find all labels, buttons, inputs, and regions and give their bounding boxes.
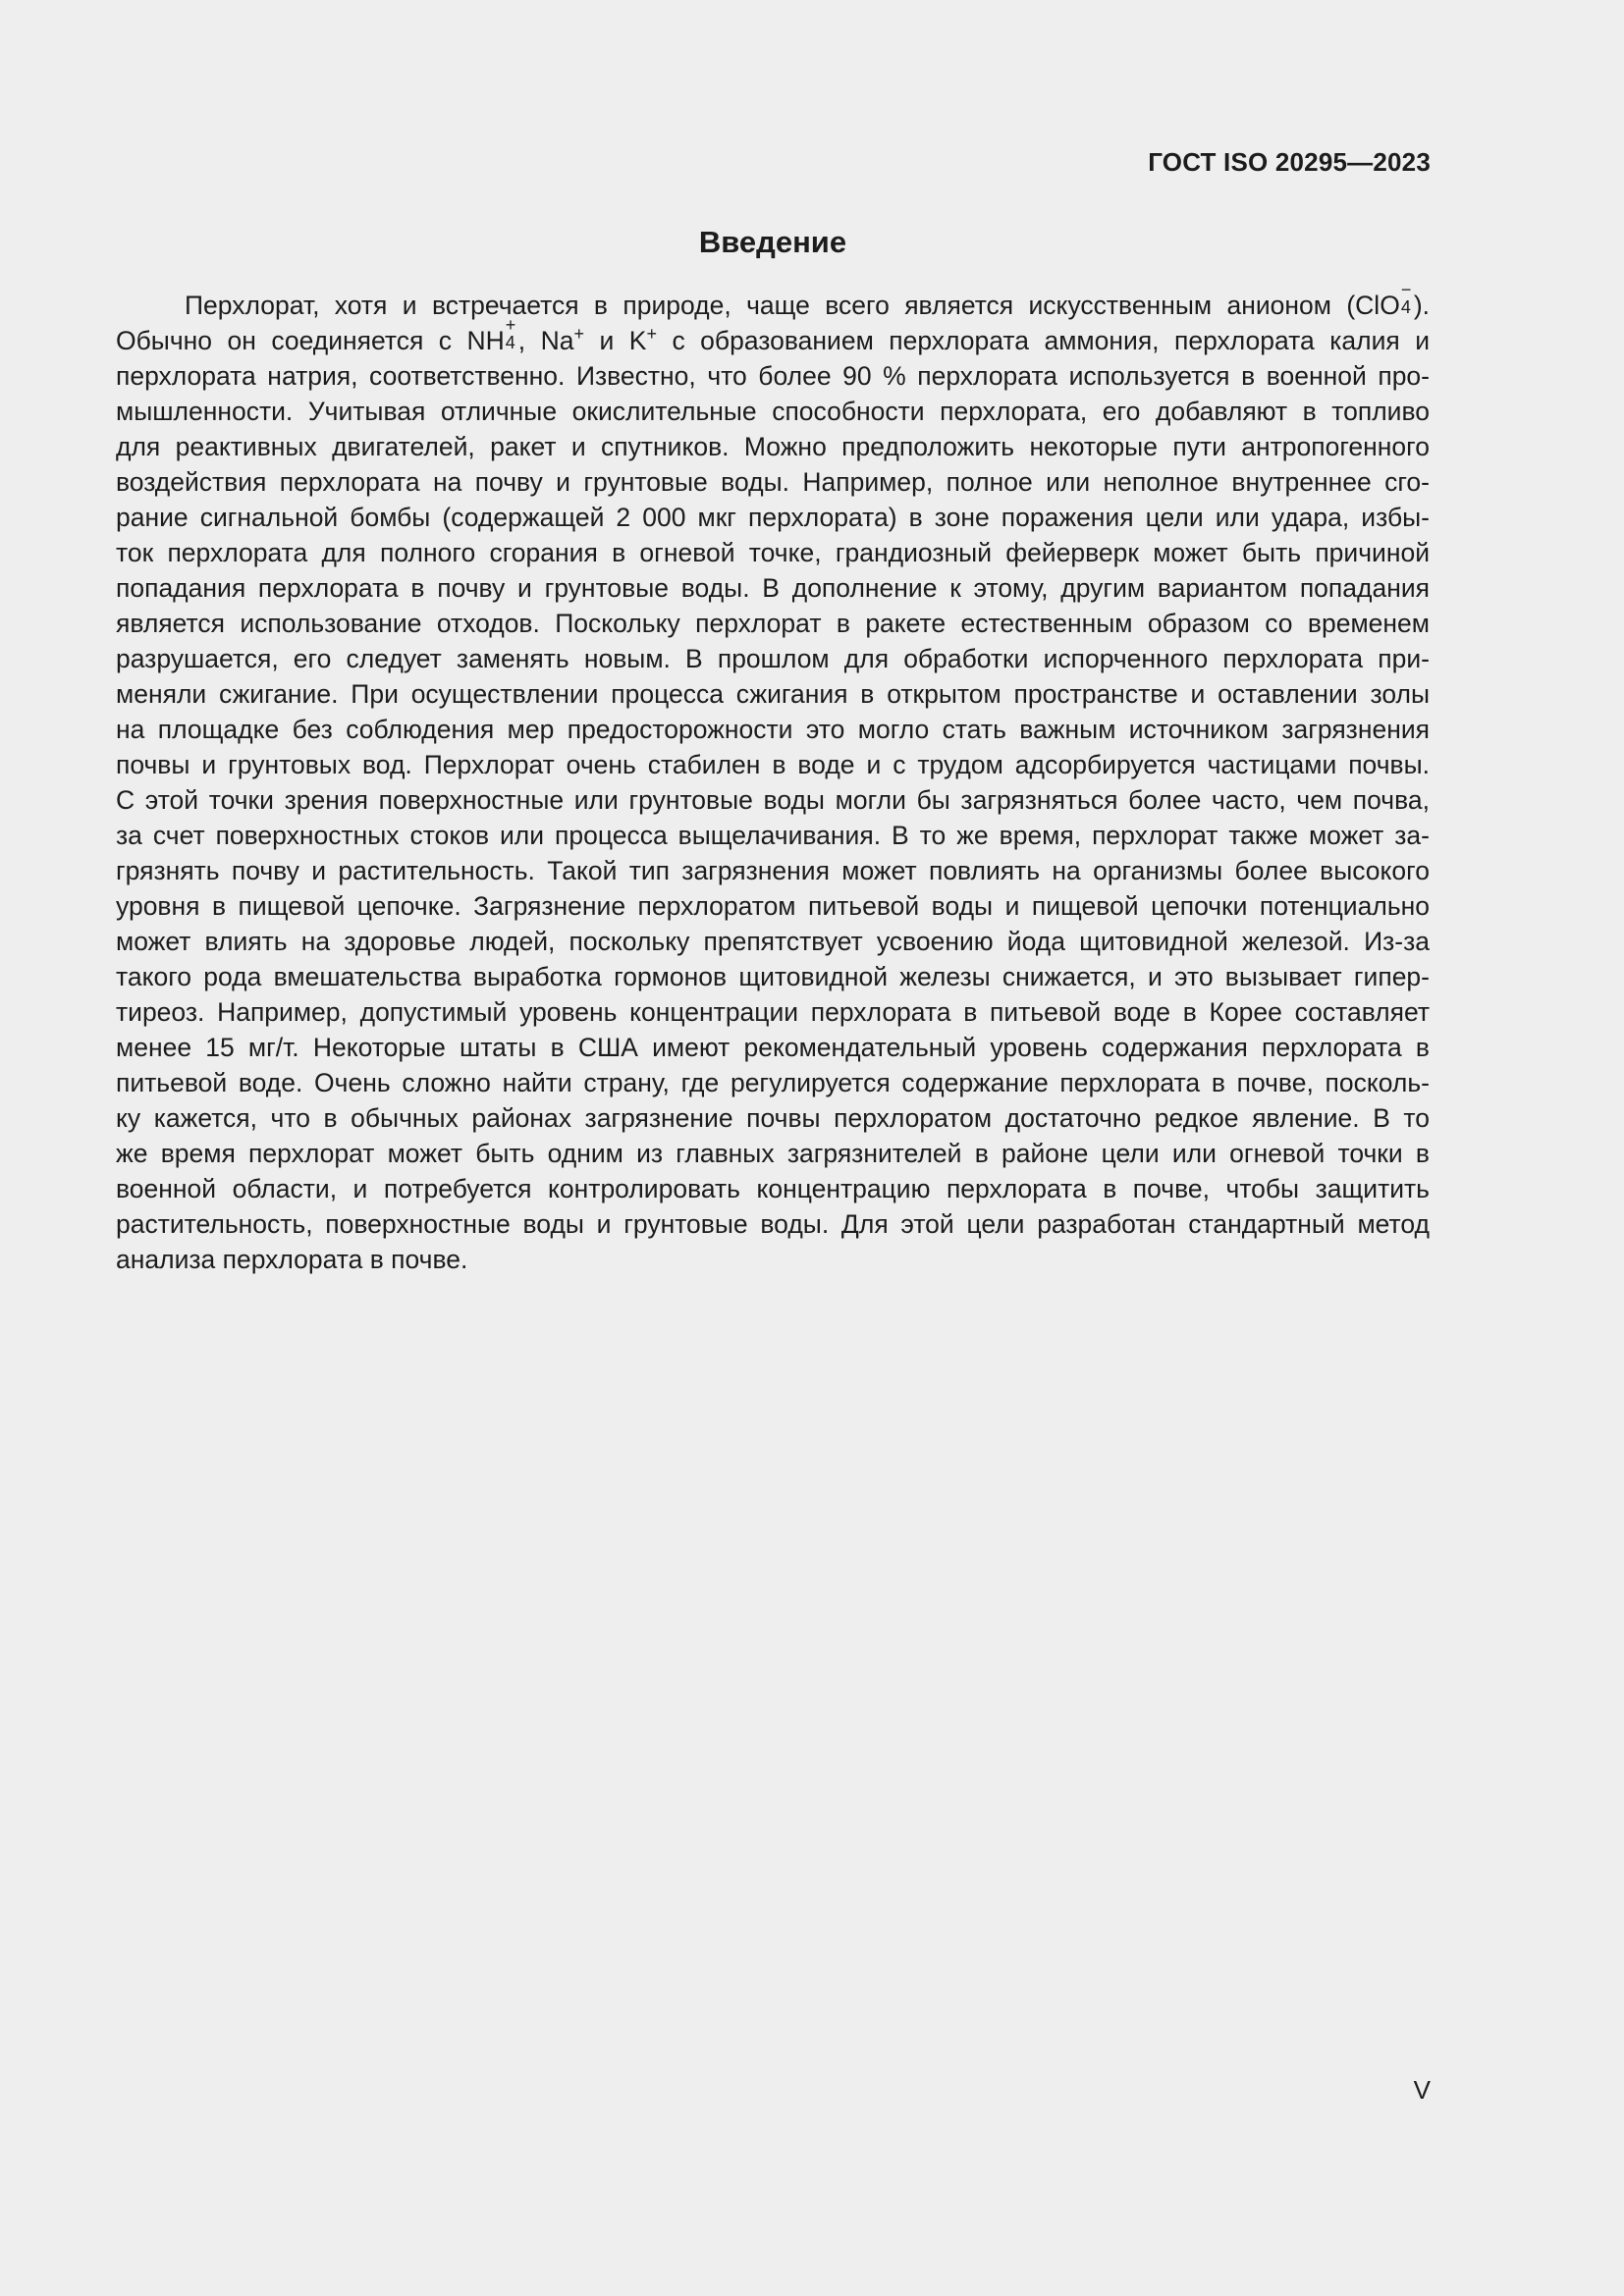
paragraph-line: питьевой воде. Очень сложно найти страну, где регулируется содержание перхлората в почве, посколь- — [116, 1068, 1430, 1097]
paragraph-line: грязнять почву и растительность. Такой тип загрязнения может повлиять на организмы более высокого — [116, 856, 1430, 885]
paragraph-line: рание сигнальной бомбы (содержащей 2 000 мкг перхлората) в зоне поражения цели или удара, избы- — [116, 503, 1430, 532]
document-code-header: ГОСТ ISO 20295—2023 — [1148, 147, 1431, 177]
formula-scripts — [505, 315, 518, 352]
paragraph-line: может влиять на здоровье людей, поскольку препятствует усвоению йода щитовидной железой. Из-за — [116, 927, 1430, 956]
formula-charge: − — [1400, 280, 1412, 299]
text-run: с образованием перхлората аммония, перхлората калия и — [657, 326, 1431, 355]
formula-charge: + — [646, 324, 657, 344]
formula-scripts — [1400, 280, 1414, 317]
formula-base: NH — [466, 326, 505, 355]
paragraph-line: ку кажется, что в обычных районах загрязнение почвы перхлоратом достаточно редкое явление. В то — [116, 1103, 1430, 1133]
text-run: Обычно он соединяется с — [116, 326, 467, 355]
formula-charge: + — [505, 315, 516, 335]
paragraph-line: мышленности. Учитывая отличные окислительные способности перхлората, его добавляют в топливо — [116, 397, 1430, 426]
paragraph-line: для реактивных двигателей, ракет и спутников. Можно предположить некоторые пути антропогенного — [116, 432, 1430, 461]
paragraph-line: такого рода вмешательства выработка гормонов щитовидной железы снижается, и это вызывает гипер- — [116, 962, 1430, 991]
paragraph-line: же время перхлорат может быть одним из главных загрязнителей в районе цели или огневой точки в — [116, 1139, 1430, 1168]
paragraph-line: ток перхлората для полного сгорания в огневой точке, грандиозный фейерверк может быть причиной — [116, 538, 1430, 567]
text-run: и — [584, 326, 629, 355]
text-run: ). — [1413, 291, 1430, 320]
paragraph-line-2 — [116, 315, 1431, 358]
paragraph-line: С этой точки зрения поверхностные или грунтовые воды могли бы загрязняться более часто, чем почва, — [116, 785, 1430, 815]
formula-charge: + — [573, 324, 585, 344]
formula-subscript: 4 — [1400, 297, 1411, 317]
paragraph-line: разрушается, его следует заменять новым. В прошлом для обработки испорченного перхлората при- — [116, 644, 1430, 673]
paragraph-line: на площадке без соблюдения мер предосторожности это могло стать важным источником загрязнения — [116, 715, 1430, 744]
introduction-body — [116, 280, 1431, 1277]
sodium-ion-formula — [540, 324, 585, 355]
section-title: Введение — [698, 225, 847, 259]
formula-base: ClO — [1355, 291, 1400, 320]
paragraph-line: менее 15 мг/т. Некоторые штаты в США имеют рекомендательный уровень содержания перхлората в — [116, 1033, 1430, 1062]
paragraph-line: попадания перхлората в почву и грунтовые воды. В дополнение к этому, другим вариантом попадания — [116, 573, 1430, 603]
paragraph-line: является использование отходов. Поскольку перхлорат в ракете естественным образом со временем — [116, 609, 1430, 638]
text-run: , — [517, 326, 541, 355]
paragraph-line: растительность, поверхностные воды и грунтовые воды. Для этой цели разработан стандартный метод — [116, 1209, 1430, 1239]
paragraph-line: воздействия перхлората на почву и грунтовые воды. Например, полное или неполное внутреннее сго- — [116, 467, 1430, 497]
paragraph-line: перхлората натрия, соответственно. Известно, что более 90 % перхлората используется в военной про- — [116, 361, 1430, 391]
paragraph-line-1 — [116, 280, 1430, 323]
paragraph-line: почвы и грунтовых вод. Перхлорат очень стабилен в воде и с трудом адсорбируется частицами почвы. — [116, 750, 1430, 779]
paragraph-line: тиреоз. Например, допустимый уровень концентрации перхлората в питьевой воде в Корее составляет — [116, 997, 1430, 1027]
paragraph-line: меняли сжигание. При осуществлении процесса сжигания в открытом пространстве и оставлении золы — [116, 679, 1430, 709]
paragraph-line: за счет поверхностных стоков или процесса выщелачивания. В то же время, перхлорат также может за- — [116, 821, 1430, 850]
paragraph-line-final: анализа перхлората в почве. — [116, 1245, 468, 1274]
perchlorate-formula — [1355, 280, 1414, 320]
paragraph-line: военной области, и потребуется контролировать концентрацию перхлората в почве, чтобы защитить — [116, 1174, 1430, 1203]
ammonium-formula — [466, 315, 518, 355]
formula-subscript: 4 — [505, 333, 515, 352]
formula-base: Na — [540, 326, 574, 355]
potassium-ion-formula — [628, 324, 657, 355]
text-run: Перхлорат, хотя и встречается в природе, чаще всего является искусственным анионом ( — [185, 291, 1356, 320]
page-number: V — [1413, 2075, 1431, 2105]
paragraph-line: уровня в пищевой цепочке. Загрязнение перхлоратом питьевой воды и пищевой цепочки потенциально — [116, 891, 1430, 921]
formula-base: K — [628, 326, 647, 355]
